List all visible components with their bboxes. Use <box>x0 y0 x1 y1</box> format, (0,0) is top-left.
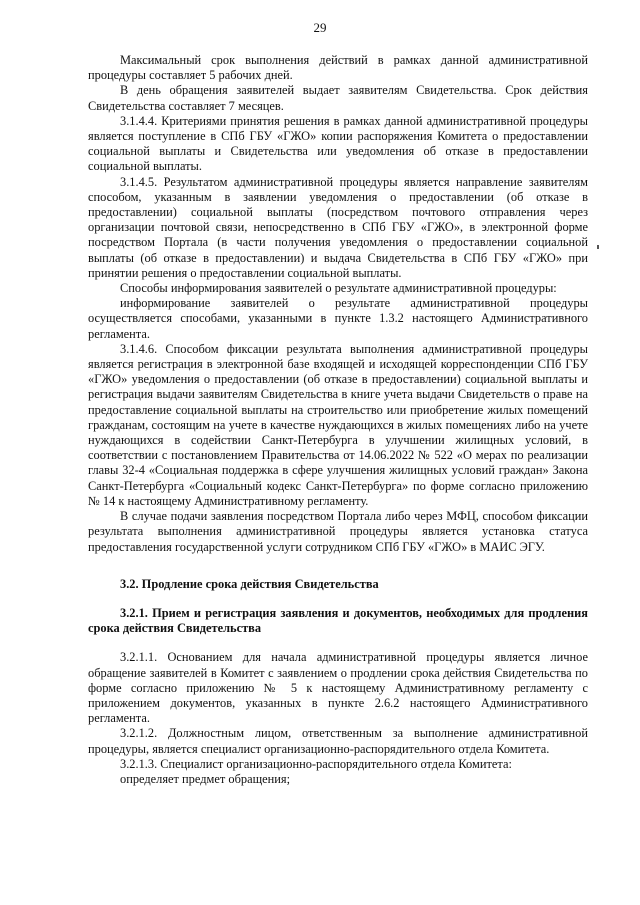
document-body <box>88 53 588 787</box>
paragraph: определяет предмет обращения; <box>120 771 291 786</box>
page-number: 29 <box>313 20 327 35</box>
scan-mark <box>597 245 599 249</box>
paragraph: 3.2.1.2. Должностным лицом, ответственным за выполнение административной процедуры, является специалист организационно-распорядительного отдела Комитета. <box>88 726 588 756</box>
subsection-heading: 3.2.1. Прием и регистрация заявления и документов, необходимых для продления срока действия Свидетельства <box>88 605 588 636</box>
paragraph: 3.1.4.5. Результатом административной процедуры является направление заявителям способом, указанным в заявлении уведомления о предоставлении (об отказе в предоставлении) социальной выплаты (посредством почтового отправления через организации почтовой связи, непосредственно в СПб ГБУ «ГЖО», в электронной форме посредством Портала (в части получения уведомления о предоставлении социальной выплаты (об отказе в предоставлении) и выдача Свидетельства в СПб ГБУ «ГЖО» при принятии решения о предоставлении социальной выплаты. <box>88 174 588 280</box>
paragraph: В случае подачи заявления посредством Портала либо через МФЦ, способом фиксации результата выполнения административной процедуры является установка статуса предоставления государственной услуги сотрудником СПб ГБУ «ГЖО» в МАИС ЭГУ. <box>88 509 588 554</box>
paragraph: 3.2.1.3. Специалист организационно-распорядительного отдела Комитета: <box>120 756 512 771</box>
paragraph: информирование заявителей о результате административной процедуры осуществляется способами, указанными в пункте 1.3.2 настоящего Административного регламента. <box>88 296 588 341</box>
paragraph: В день обращения заявителей выдает заявителям Свидетельства. Срок действия Свидетельства составляет 7 месяцев. <box>88 83 588 113</box>
paragraph: Способы информирования заявителей о результате административной процедуры: <box>120 281 557 296</box>
paragraph: 3.2.1.1. Основанием для начала административной процедуры является личное обращение заявителей в Комитет с заявлением о продлении срока действия Свидетельства по форме согласно приложению № 5 к настоящему Административному регламенту с приложением документов, указанных в пункте 2.6.2 настоящего Административного регламента. <box>88 650 588 726</box>
paragraph: Максимальный срок выполнения действий в рамках данной административной процедуры составляет 5 рабочих дней. <box>88 53 588 83</box>
section-heading: 3.2. Продление срока действия Свидетельства <box>120 576 379 591</box>
paragraph: 3.1.4.4. Критериями принятия решения в рамках данной административной процедуры является поступление в СПб ГБУ «ГЖО» копии распоряжения Комитета о предоставлении социальной выплаты и Свидетельства или уведомления об отказе в предоставлении социальной выплаты. <box>88 113 588 174</box>
paragraph: 3.1.4.6. Способом фиксации результата выполнения административной процедуры является регистрация в электронной базе входящей и исходящей корреспонденции СПб ГБУ «ГЖО» уведомления о предоставлении (об отказе в предоставлении) социальной выплаты и регистрация выдачи заявителям Свидетельства в книге учета выдачи Свидетельств о праве на предоставление социальной выплаты на строительство или приобретение жилых помещений гражданам, состоящим на учете в качестве нуждающихся в жилых помещениях либо на учете нуждающихся в содействии Санкт-Петербурга в улучшении жилищных условий, в соответствии с постановлением Правительства от 14.06.2022 № 522 «О мерах по реализации главы 32-4 «Социальная поддержка в сфере улучшения жилищных условий граждан» Закона Санкт-Петербурга «Социальный кодекс Санкт-Петербурга» по форме согласно приложению № 14 к настоящему Административному регламенту. <box>88 341 588 508</box>
